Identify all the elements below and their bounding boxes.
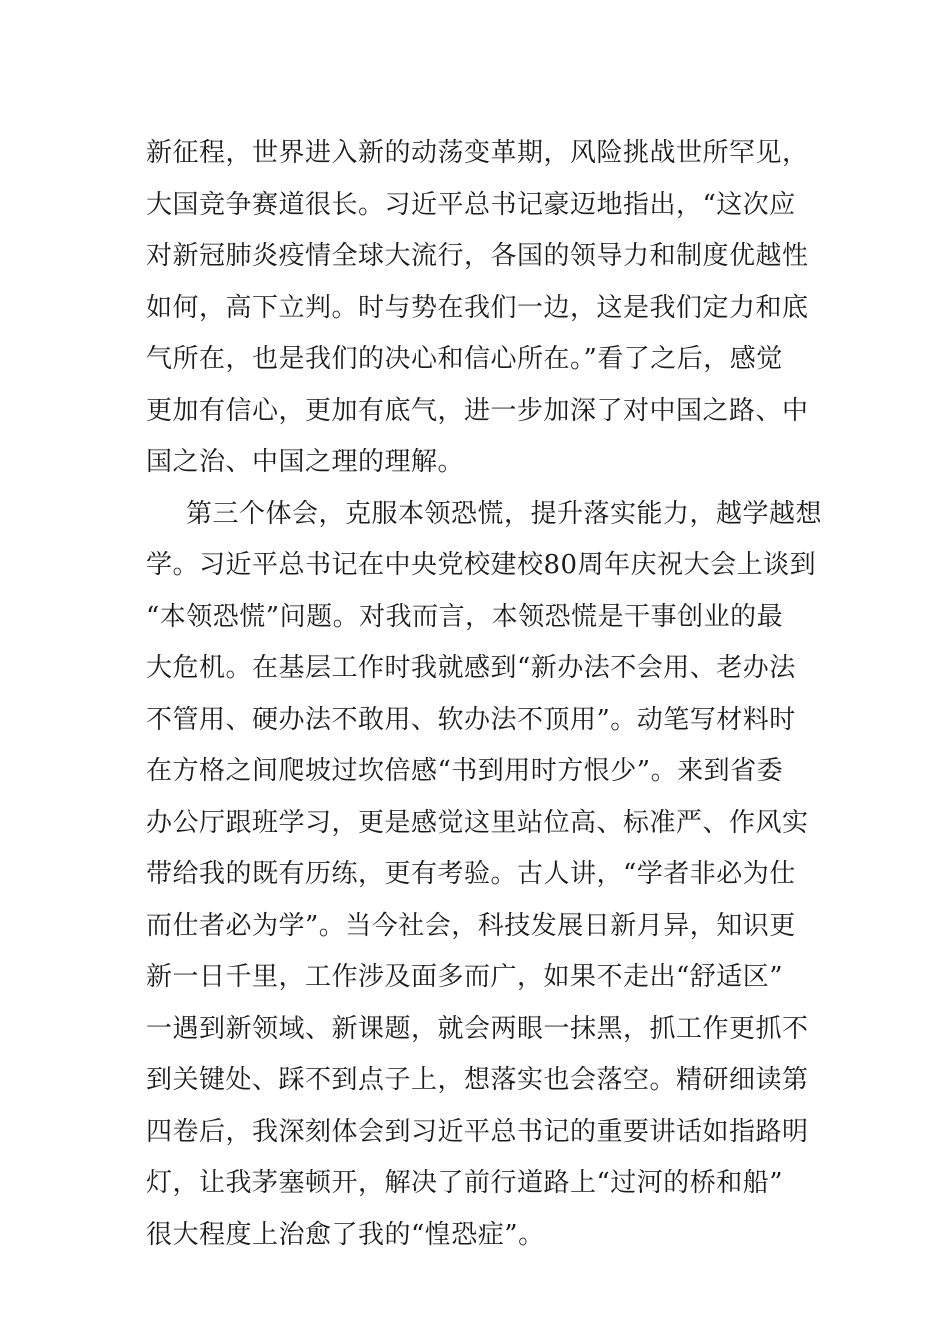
text-line: 在方格之间爬坡过坎倍感“书到用时方恨少”。来到省委 bbox=[146, 756, 784, 786]
text-line: 第三个体会，克服本领恐慌，提升落实能力，越学越想 bbox=[186, 498, 823, 529]
text-line: 带给我的既有历练，更有考验。古人讲，“学者非必为仕 bbox=[146, 859, 796, 889]
text-line: 新一日千里，工作涉及面多而广，如果不走出“舒适区” bbox=[146, 962, 784, 992]
paragraph-2 bbox=[146, 489, 826, 1262]
body-text bbox=[146, 128, 826, 1261]
text-line: 气所在，也是我们的决心和信心所在。”看了之后，感觉 bbox=[146, 344, 783, 374]
text-line: “本领恐慌”问题。对我而言，本领恐慌是干事创业的最 bbox=[146, 601, 784, 632]
text-line: 国之治、中国之理的理解。 bbox=[146, 447, 465, 477]
text-line: 如何，高下立判。时与势在我们一边，这是我们定力和底 bbox=[146, 292, 809, 323]
text-line: 新征程，世界进入新的动荡变革期，风险挑战世所罕见， bbox=[146, 138, 809, 168]
text-line: 很大程度上治愈了我的“惶恐症”。 bbox=[146, 1219, 545, 1250]
text-line: 一遇到新领域、新课题，就会两眼一抹黑，抓工作更抓不 bbox=[146, 1013, 809, 1044]
text-line: 到关键处、踩不到点子上，想落实也会落空。精研细读第 bbox=[146, 1065, 809, 1095]
text-line: 大国竞争赛道很长。习近平总书记豪迈地指出，“这次应 bbox=[146, 189, 796, 220]
text-line: 对新冠肺炎疫情全球大流行，各国的领导力和制度优越性 bbox=[146, 241, 809, 271]
text-line: 办公厅跟班学习，更是感觉这里站位高、标准严、作风实 bbox=[146, 807, 809, 838]
text-line: 学。习近平总书记在中央党校建校80周年庆祝大会上谈到 bbox=[146, 550, 817, 580]
paragraph-1 bbox=[146, 128, 826, 489]
text-line: 四卷后，我深刻体会到习近平总书记的重要讲话如指路明 bbox=[146, 1116, 809, 1147]
text-line: 更加有信心，更加有底气，进一步加深了对中国之路、中 bbox=[146, 395, 809, 426]
text-line: 不管用、硬办法不敢用、软办法不顶用”。动笔写材料时 bbox=[146, 704, 796, 735]
text-line: 灯，让我茅塞顿开，解决了前行道路上“过河的桥和船” bbox=[146, 1168, 784, 1198]
text-line: 大危机。在基层工作时我就感到“新办法不会用、老办法 bbox=[146, 653, 796, 683]
text-line: 而仕者必为学”。当今社会，科技发展日新月异，知识更 bbox=[146, 910, 796, 941]
